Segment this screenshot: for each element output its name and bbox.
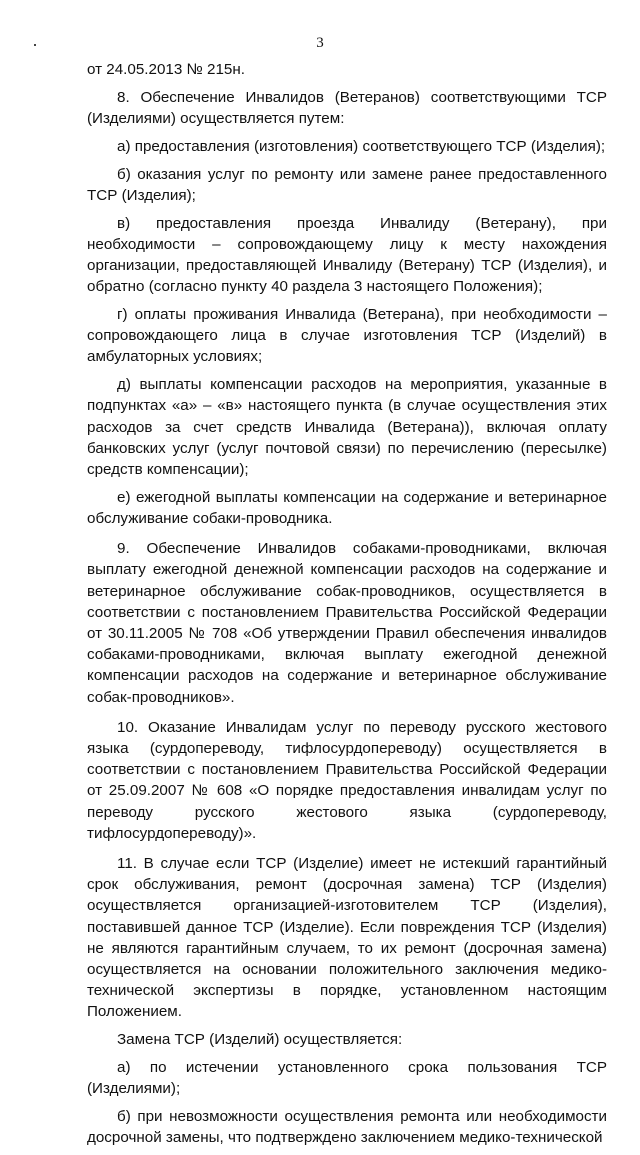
paragraph-item-8: 8. Обеспечение Инвалидов (Ветеранов) соответствующими ТСР (Изделиями) осуществляется путем: <box>87 88 607 127</box>
paragraph-replacement-intro: Замена ТСР (Изделий) осуществляется: <box>117 1031 403 1049</box>
paragraph-subitem-g: г) оплаты проживания Инвалида (Ветерана), при необходимости – сопровождающего лица в случае изготовления ТСР (Изделий) в амбулаторных условиях; <box>87 306 607 366</box>
document-body <box>87 59 607 1155</box>
paragraph-item-10: 10. Оказание Инвалидам услуг по переводу русского жестового языка (сурдопереводу, тифлосурдопереводу) осуществляется в соответствии с постановлением Правительства Российской Федерации от 25.09.2007 № 608 «О порядке предоставления инвалидам услуг по переводу русского жестового языка (сурдопереводу, тифлосурдопереводу)». <box>87 718 607 842</box>
paragraph-subitem-v: в) предоставления проезда Инвалиду (Ветерану), при необходимости – сопровождающему лицу к месту нахождения организации, предоставляющей Инвалиду (Ветерану) ТСР (Изделия), и обратно (согласно пункту 40 раздела 3 настоящего Положения); <box>87 214 607 296</box>
paragraph-replacement-a: а) по истечении установленного срока пользования ТСР (Изделиями); <box>87 1059 607 1098</box>
paragraph-item-9: 9. Обеспечение Инвалидов собаками-проводниками, включая выплату ежегодной денежной компенсации расходов на содержание и ветеринарное обслуживание собак-проводников, осуществляется в соответствии с постановлением Правительства Российской Федерации от 30.11.2005 № 708 «Об утверждении Правил обеспечения инвалидов собаками-проводниками, включая выплату ежегодной денежной компенсации расходов на содержание и ветеринарное обслуживание собак-проводников». <box>87 540 607 706</box>
paragraph-order-reference: от 24.05.2013 № 215н. <box>87 61 245 78</box>
paragraph-replacement-b: б) при невозможности осуществления ремонта или необходимости досрочной замены, что подтверждено заключением медико-технической <box>87 1108 607 1147</box>
paragraph-subitem-b: б) оказания услуг по ремонту или замене ранее предоставленного ТСР (Изделия); <box>87 165 607 204</box>
paragraph-item-11: 11. В случае если ТСР (Изделие) имеет не истекший гарантийный срок обслуживания, ремонт (досрочная замена) ТСР (Изделия) осуществляется организацией-изготовителем ТСР (Изделия), поставившей данное ТСР (Изделие). Если повреждения ТСР (Изделия) не являются гарантийным случаем, то их ремонт (досрочная замена) осуществляется на основании положительного заключения медико-технической экспертизы в порядке, установленном настоящим Положением. <box>87 855 607 1021</box>
paragraph-subitem-a: а) предоставления (изготовления) соответствующего ТСР (Изделия); <box>117 137 606 155</box>
page-number: 3 <box>316 35 324 51</box>
paragraph-subitem-d: д) выплаты компенсации расходов на мероприятия, указанные в подпунктах «а» – «в» настоящего пункта (в случае осуществления этих расходов за счет средств Инвалида (Ветерана)), включая оплату банковских услуг (услуг почтовой связи) по перечислению (пересылке) средств компенсации); <box>87 376 607 479</box>
paragraph-subitem-e: е) ежегодной выплаты компенсации на содержание и ветеринарное обслуживание собаки-проводника. <box>87 488 607 528</box>
